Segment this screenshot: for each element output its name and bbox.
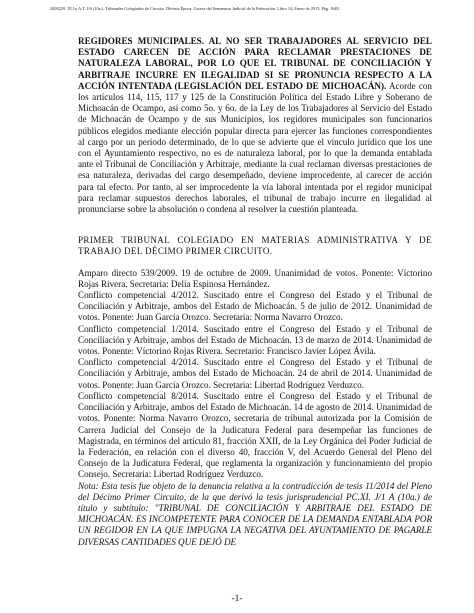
page-header: 2008229. XI.1o.A.T. J/6 (10a.). Tribunales Colegiados de Circuito. Décima Época. Gaceta del Semanario Judicial de la Federación. Libro 14, Enero de 2015, Pág. 1648. [50,6,340,11]
spacer [78,258,432,268]
precedent-item: Conflicto competencial 4/2012. Suscitado entre el Congreso del Estado y el Tribunal de Conciliación y Arbitraje, ambos del Estado de Michoacán. 5 de julio de 2012. Unanimidad de votos. Ponente: Juan García Orozco. Secretaria: Norma Navarro Orozco. [78,290,432,323]
precedent-item: Conflicto competencial 1/2014. Suscitado entre el Congreso del Estado y el Tribunal de Conciliación y Arbitraje, ambos del Estado de Michoacán. 13 de marzo de 2014. Unanimidad de votos. Ponente: Víctorino Rojas Rivera. Secretario: Francisco Javier López Ávila. [78,323,432,357]
precedent-item: Amparo directo 539/2009. 19 de octubre de 2009. Unanimidad de votos. Ponente: Víctorino Rojas Rivera. Secretaria: Delia Espinosa Hernández. [78,267,432,289]
note-paragraph: Nota: Esta tesis fue objeto de la denuncia relativa a la contradicción de tesis 11/2014 del Pleno del Décimo Primer Circuito, de la que derivó la tesis jurisprudencial PC.XI. J/1 A (10a.) de título y subtítulo: "TRIBUNAL DE CONCILIACIÓN Y ARBITRAJE DEL ESTADO DE MICHOACÁN. ES INCOMPETENTE PARA CONOCER DE LA DEMANDA ENTABLADA POR UN REGIDOR EN LA QUE IMPUGNA LA NEGATIVA DEL AYUNTAMIENTO DE PAGARLE DIVERSAS CANTIDADES QUE DEJÓ DE [78,480,432,547]
thesis-body: Acorde con los artículos 114, 115, 117 y 125 de la Constitución Política del Estado Libre y Soberano de Michoacán de Ocampo, así como 5o. y 6o. de la Ley de los Trabajadores al Servicio del Estado de Michoacán de Ocampo y de sus Municipios, los regidores municipales son funcionarios públicos elegidos mediante elección popular directa para ejercer las funciones correspondientes al cargo por un periodo determinado, de lo que se advierte que el vínculo jurídico que los une con el Ayuntamiento respectivo, no es de naturaleza laboral, por lo que la demanda entablada ante el Tribunal de Conciliación y Arbitraje, mediante la cual reclaman diversas prestaciones de esa naturaleza, derivadas del cargo desempeñado, deviene improcedente, al carecer de acción para tal efecto. Por tanto, al ser improcedente la vía laboral intentada por el regidor municipal para reclamar supuestos derechos laborales, el tribunal de trabajo incurre en ilegalidad al pronunciarse sobre la absolución o condena al resolver la cuestión planteada. [78,80,432,215]
precedent-item: Conflicto competencial 4/2014. Suscitado entre el Congreso del Estado y el Tribunal de Conciliación y Arbitraje, ambos del Estado de Michoacán. 24 de abril de 2014. Unanimidad de votos. Ponente: Juan García Orozco. Secretaria: Libertad Rodríguez Verduzco. [78,357,432,390]
court-heading: PRIMER TRIBUNAL COLEGIADO EN MATERIAS ADMINISTRATIVA Y DE TRABAJO DEL DÉCIMO PRIMER CIRCUITO. [78,235,432,257]
precedent-item: Conflicto competencial 8/2014. Suscitado entre el Congreso del Estado y el Tribunal de Conciliación y Arbitraje, ambos del Estado de Michoacán. 14 de agosto de 2014. Unanimidad de votos. Ponente: Norma Navarro Orozco, secretaria de tribunal autorizada por la Comisión de Carrera Judicial del Consejo de la Judicatura Federal para desempeñar las funciones de Magistrada, en términos del artículo 81, fracción XXII, de la Ley Orgánica del Poder Judicial de la Federación, en relación con el diverso 40, fracción V, del Acuerdo General del Pleno del Consejo de la Judicatura Federal, que reglamenta la organización y funcionamiento del propio Consejo. Secretaria: Libertad Rodríguez Verduzco. [78,390,432,480]
thesis-paragraph [78,36,432,215]
document-body [78,36,432,548]
thesis-title: REGIDORES MUNICIPALES. AL NO SER TRABAJADORES AL SERVICIO DEL ESTADO CARECEN DE ACCIÓN PARA RECLAMAR PRESTACIONES DE NATURALEZA LABORAL, POR LO QUE EL TRIBUNAL DE CONCILIACIÓN Y ARBITRAJE INCURRE EN ILEGALIDAD SI SE PRONUNCIA RESPECTO A LA ACCIÓN INTENTADA (LEGISLACIÓN DEL ESTADO DE MICHOACÁN). [78,36,432,91]
spacer [78,215,432,225]
page-number: -1- [231,594,243,604]
